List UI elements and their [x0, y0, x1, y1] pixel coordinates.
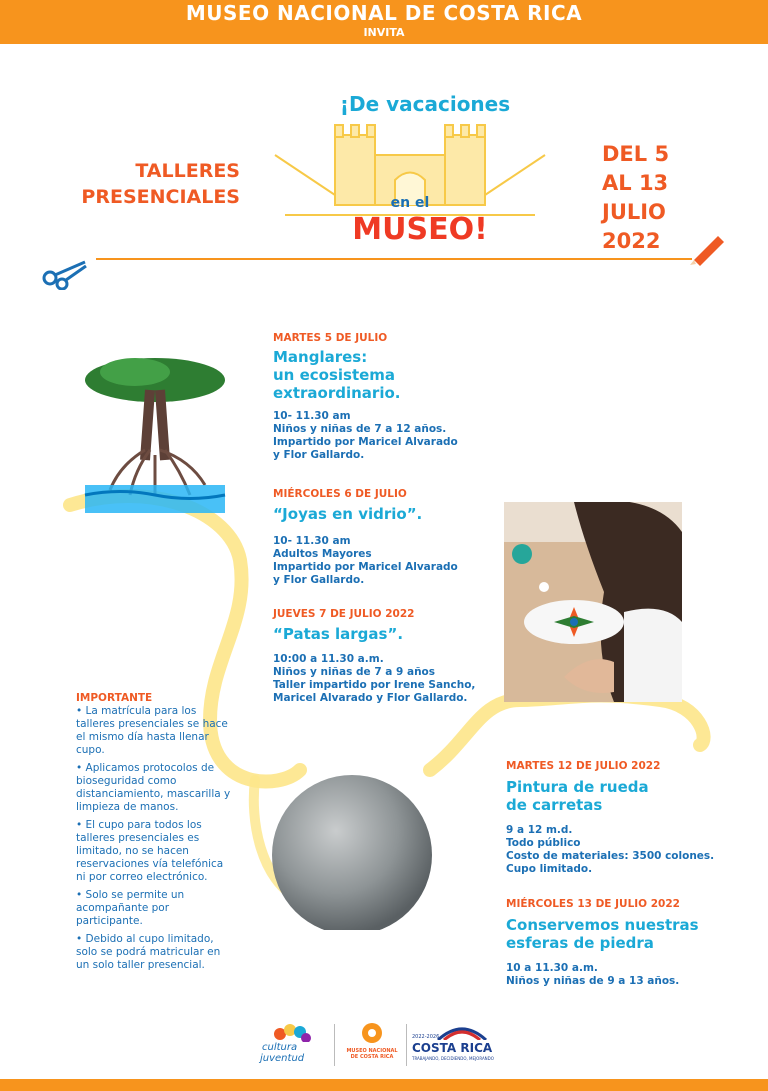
- footer-bar: [0, 1079, 768, 1091]
- event-1-info: [273, 410, 503, 462]
- event-1-info-line: Niños y niñas de 7 a 12 años.: [273, 423, 447, 435]
- event-2-info: [273, 535, 503, 587]
- cultura-juventud-logo: [250, 1022, 330, 1068]
- hero-title-line-3: MUSEO!: [352, 212, 488, 247]
- event-5: [506, 898, 746, 988]
- important-item: • La matrícula para los talleres presenciales se hace el mismo día hasta llenar cupo.: [76, 705, 228, 756]
- event-3-date: JUEVES 7 DE JULIO 2022: [273, 608, 415, 620]
- event-1-title: [273, 348, 503, 402]
- event-1-info-line: Impartido por Maricel Alvarado: [273, 436, 458, 448]
- event-1-title-line: extraordinario.: [273, 384, 401, 402]
- talleres-line-1: TALLERES: [135, 160, 240, 182]
- header-subtitle: INVITA: [363, 26, 405, 39]
- important-item: • Debido al cupo limitado, solo se podrá matricular en un solo taller presencial.: [76, 933, 221, 971]
- talleres-label: [40, 158, 240, 210]
- event-2-info-line: Impartido por Maricel Alvarado: [273, 561, 458, 573]
- event-3-info-line: 10:00 a 11.30 a.m.: [273, 653, 384, 665]
- cr-years: 2022-2026: [412, 1034, 440, 1040]
- child-painting-photo: [504, 502, 682, 702]
- event-5-info: [506, 962, 746, 988]
- event-2-title: [273, 505, 503, 523]
- logo-divider: [334, 1024, 335, 1066]
- scissors-icon: [40, 258, 90, 290]
- logo-divider: [406, 1024, 407, 1066]
- important-item: • El cupo para todos los talleres presenciales es limitado, no se hacen reservaciones vía telefónica ni por correo electrónico.: [76, 819, 224, 883]
- event-3: [273, 608, 503, 705]
- event-2-title-line: “Joyas en vidrio”.: [273, 505, 423, 523]
- event-4-info-line: 9 a 12 m.d.: [506, 824, 573, 836]
- event-5-title-line: Conservemos nuestras: [506, 916, 699, 934]
- event-3-info-line: Niños y niñas de 7 a 9 años: [273, 666, 436, 678]
- event-1-title-line: un ecosistema: [273, 366, 396, 384]
- mangrove-tree-illustration: [80, 350, 230, 520]
- event-4-date: MARTES 12 DE JULIO 2022: [506, 760, 661, 772]
- event-2-date: MIÉRCOLES 6 DE JULIO: [273, 488, 407, 500]
- event-2: [273, 488, 503, 587]
- hero-dates-line-1: DEL 5: [602, 142, 670, 166]
- event-1-date: MARTES 5 DE JULIO: [273, 332, 388, 344]
- event-4-info: [506, 824, 746, 876]
- event-4-title-line: de carretas: [506, 796, 603, 814]
- important-heading: IMPORTANTE: [76, 692, 153, 704]
- stone-sphere-illustration: [265, 770, 440, 930]
- event-1-title-line: Manglares:: [273, 348, 368, 366]
- hero-title-line-1: ¡De vacaciones: [339, 92, 511, 116]
- important-item: • Aplicamos protocolos de bioseguridad como distanciamiento, mascarilla y limpieza de manos.: [76, 762, 231, 813]
- event-4-info-line: Cupo limitado.: [506, 863, 593, 875]
- event-3-info-line: Maricel Alvarado y Flor Gallardo.: [273, 692, 468, 704]
- event-2-info-line: 10- 11.30 am: [273, 535, 351, 547]
- footer-logos: [250, 1020, 530, 1070]
- event-4-info-line: Costo de materiales: 3500 colones.: [506, 850, 715, 862]
- museo-logo-line-2: DE COSTA RICA: [350, 1054, 394, 1060]
- juventud-text: juventud: [260, 1053, 305, 1064]
- event-3-title: [273, 625, 503, 643]
- important-item: • Solo se permite un acompañante por participante.: [76, 889, 185, 927]
- event-5-info-line: 10 a 11.30 a.m.: [506, 962, 598, 974]
- event-3-info: [273, 653, 503, 705]
- event-3-info-line: Taller impartido por Irene Sancho,: [273, 679, 476, 691]
- event-1-info-line: 10- 11.30 am: [273, 410, 351, 422]
- cultura-text: cultura: [262, 1042, 298, 1053]
- event-5-info-line: Niños y niñas de 9 a 13 años.: [506, 975, 680, 987]
- event-3-title-line: “Patas largas”.: [273, 625, 404, 643]
- event-4-info-line: Todo público: [506, 837, 581, 849]
- important-notice: [76, 692, 236, 977]
- hero-dates-line-3: JULIO: [602, 200, 666, 224]
- event-5-title-line: esferas de piedra: [506, 934, 654, 952]
- event-5-date: MIÉRCOLES 13 DE JULIO 2022: [506, 898, 680, 910]
- event-1-info-line: y Flor Gallardo.: [273, 449, 365, 461]
- hero-dates-line-2: AL 13: [602, 171, 669, 195]
- event-4-title: [506, 778, 746, 814]
- divider-line: [96, 258, 692, 260]
- flag-arcs-icon: [436, 1022, 488, 1040]
- talleres-line-2: PRESENCIALES: [81, 186, 240, 208]
- hero-dates-line-4: 2022: [602, 229, 661, 253]
- cr-tagline: TRABAJANDO, DECIDIENDO, MEJORANDO: [412, 1056, 494, 1061]
- event-2-info-line: y Flor Gallardo.: [273, 574, 365, 586]
- event-4: [506, 760, 746, 876]
- pencil-icon: [688, 228, 728, 266]
- header-title: MUSEO NACIONAL DE COSTA RICA: [185, 1, 583, 25]
- event-1: [273, 332, 503, 462]
- hero-title-line-2: en el: [390, 195, 430, 211]
- event-2-info-line: Adultos Mayores: [273, 548, 372, 560]
- costa-rica-gov-logo: [412, 1022, 530, 1068]
- colorful-flower-icon: [272, 1022, 312, 1042]
- event-4-title-line: Pintura de rueda: [506, 778, 649, 796]
- museo-logo-line-1: MUSEO NACIONAL: [346, 1048, 398, 1054]
- event-5-title: [506, 916, 746, 952]
- museo-sun-icon: [361, 1022, 383, 1044]
- cr-name: COSTA RICA: [412, 1041, 493, 1055]
- museo-nacional-logo: [342, 1022, 402, 1068]
